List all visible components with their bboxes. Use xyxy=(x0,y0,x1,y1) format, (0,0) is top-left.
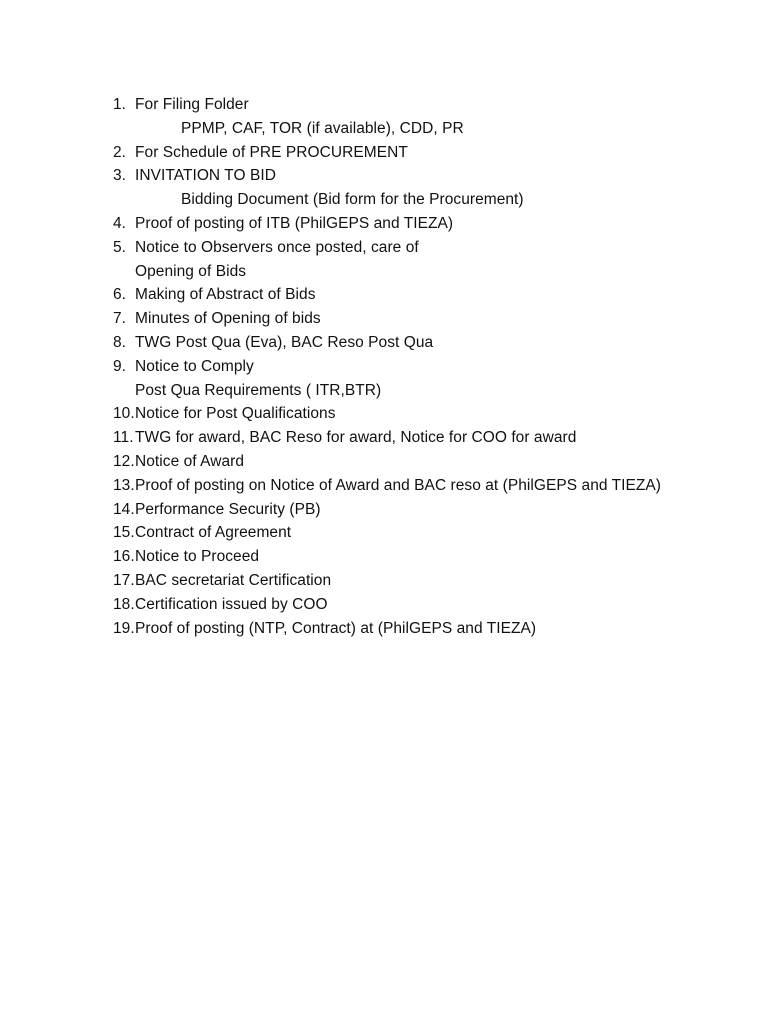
list-item xyxy=(113,164,753,212)
list-item xyxy=(113,307,753,331)
list-item xyxy=(113,331,753,355)
item-number: 19. xyxy=(113,619,135,637)
list-item xyxy=(113,498,753,522)
list-item xyxy=(113,355,753,403)
list-item xyxy=(113,212,753,236)
item-number: 6. xyxy=(113,286,127,304)
item-number: 17. xyxy=(113,571,135,589)
item-text: TWG for award, BAC Reso for award, Notice for COO for award xyxy=(135,429,577,447)
list-item xyxy=(113,593,753,617)
item-number: 2. xyxy=(113,143,127,161)
item-continuation: Opening of Bids xyxy=(135,262,247,280)
item-number: 7. xyxy=(113,310,127,328)
item-text: Notice to Observers once posted, care of xyxy=(135,238,419,256)
item-text: Proof of posting (NTP, Contract) at (PhilGEPS and TIEZA) xyxy=(135,619,537,637)
item-number: 9. xyxy=(113,357,127,375)
item-number: 15. xyxy=(113,524,135,542)
list-item xyxy=(113,141,753,165)
item-text: Proof of posting of ITB (PhilGEPS and TIEZA) xyxy=(135,214,454,232)
list-item xyxy=(113,521,753,545)
item-text: Notice for Post Qualifications xyxy=(135,405,336,423)
list-item xyxy=(113,283,753,307)
item-text: Performance Security (PB) xyxy=(135,500,321,518)
item-number: 13. xyxy=(113,476,135,494)
item-number: 14. xyxy=(113,500,135,518)
item-subtext: PPMP, CAF, TOR (if available), CDD, PR xyxy=(181,119,464,137)
item-text: Contract of Agreement xyxy=(135,524,292,542)
item-subtext: Bidding Document (Bid form for the Procurement) xyxy=(181,191,524,209)
list-item xyxy=(113,236,753,284)
item-number: 11. xyxy=(113,429,134,447)
item-number: 4. xyxy=(113,214,127,232)
item-number: 8. xyxy=(113,333,127,351)
item-text: Making of Abstract of Bids xyxy=(135,286,316,304)
item-text: Notice of Award xyxy=(135,452,245,470)
item-number: 16. xyxy=(113,548,135,566)
item-number: 12. xyxy=(113,452,135,470)
item-number: 10. xyxy=(113,405,135,423)
item-text: BAC secretariat Certification xyxy=(135,571,332,589)
checklist xyxy=(113,93,753,640)
item-text: Proof of posting on Notice of Award and BAC reso at (PhilGEPS and TIEZA) xyxy=(135,476,661,494)
item-text: Notice to Comply xyxy=(135,357,254,375)
list-item xyxy=(113,93,753,141)
list-item xyxy=(113,450,753,474)
list-item xyxy=(113,569,753,593)
item-text: Minutes of Opening of bids xyxy=(135,310,321,328)
list-item xyxy=(113,545,753,569)
item-text: Certification issued by COO xyxy=(135,595,328,613)
item-text: For Schedule of PRE PROCUREMENT xyxy=(135,143,408,161)
item-number: 5. xyxy=(113,238,127,256)
list-item xyxy=(113,617,753,641)
item-number: 18. xyxy=(113,595,135,613)
item-number: 1. xyxy=(113,96,127,113)
item-text: TWG Post Qua (Eva), BAC Reso Post Qua xyxy=(135,333,434,351)
item-text: INVITATION TO BID xyxy=(135,167,276,185)
item-text: For Filing Folder xyxy=(135,96,249,113)
list-item xyxy=(113,474,753,498)
list-item xyxy=(113,426,753,450)
list-item xyxy=(113,402,753,426)
item-number: 3. xyxy=(113,167,127,185)
item-text: Notice to Proceed xyxy=(135,548,260,566)
item-continuation: Post Qua Requirements ( ITR,BTR) xyxy=(135,381,382,399)
